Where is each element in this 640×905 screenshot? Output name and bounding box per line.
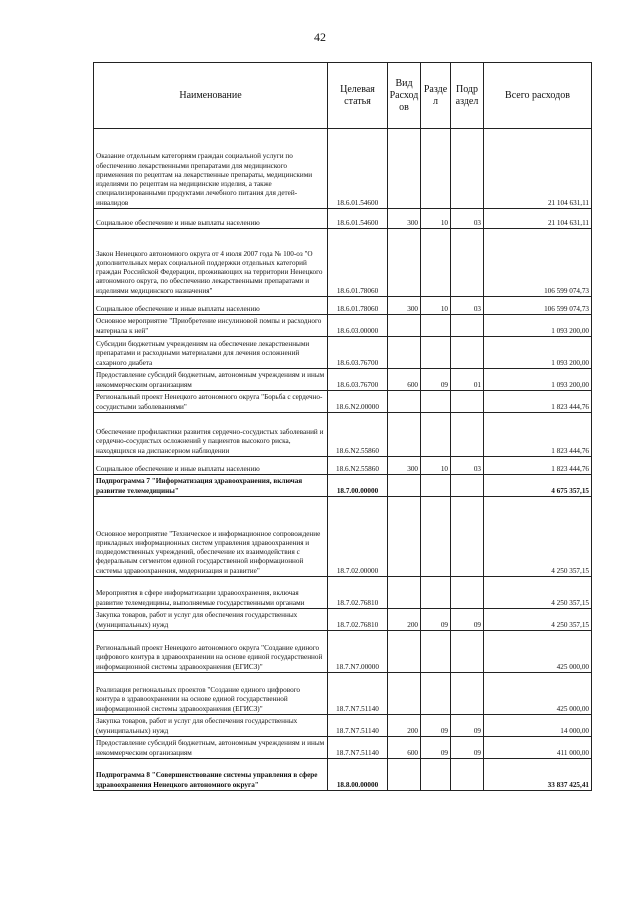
row-article-cell: 18.6.N2.55860 [328,413,388,457]
row-article-cell: 18.7.N7.51140 [328,715,388,737]
row-article-cell: 18.6.01.78060 [328,297,388,315]
row-name-cell: Предоставление субсидий бюджетным, автономным учреждениям и иным некоммерческим организациям [94,369,328,391]
row-expense-type-cell [388,759,421,791]
row-subsection-cell [451,229,484,297]
row-subsection-cell: 03 [451,209,484,229]
row-expense-type-cell: 200 [388,609,421,631]
row-section-cell [421,391,451,413]
table-row [94,129,592,209]
row-subsection-cell [451,631,484,673]
row-section-cell [421,475,451,497]
table-body [94,129,592,791]
row-subsection-cell: 09 [451,715,484,737]
column-header-section: Разде л [421,63,451,129]
row-name-cell: Подпрограмма 8 "Совершенствование системы управления в сфере здравоохранения Ненецкого автономного округа" [94,759,328,791]
row-name-cell: Обеспечение профилактики развития сердечно-сосудистых заболеваний и сердечно-сосудистых осложнений у пациентов высокого риска, находящихся на диспансерном наблюдении [94,413,328,457]
row-article-cell: 18.7.02.76810 [328,577,388,609]
row-name-cell: Мероприятия в сфере информатизации здравоохранения, включая развитие телемедицины, выполняемые государственными органами [94,577,328,609]
row-article-cell: 18.6.N2.00000 [328,391,388,413]
row-subsection-cell: 01 [451,369,484,391]
row-section-cell: 10 [421,297,451,315]
row-section-cell: 09 [421,737,451,759]
row-total-cell: 425 000,00 [484,673,592,715]
column-header-subsection: Подр аздел [451,63,484,129]
row-subsection-cell [451,759,484,791]
row-expense-type-cell [388,315,421,337]
table-row [94,609,592,631]
row-subsection-cell [451,577,484,609]
row-name-cell: Региональный проект Ненецкого автономного округа "Создание единого цифрового контура в здравоохранении на основе единой государственной информационной системы здравоохранения (ЕГИСЗ)" [94,631,328,673]
row-article-cell: 18.7.N7.00000 [328,631,388,673]
table-row [94,297,592,315]
row-expense-type-cell: 300 [388,457,421,475]
row-total-cell: 1 823 444,76 [484,413,592,457]
row-section-cell [421,673,451,715]
row-total-cell: 1 093 200,00 [484,337,592,369]
row-name-cell: Реализация региональных проектов "Создание единого цифрового контура в здравоохранении на основе единой государственной информационной системы здравоохранения (ЕГИСЗ)" [94,673,328,715]
row-expense-type-cell [388,631,421,673]
row-name-cell: Закупка товаров, работ и услуг для обеспечения государственных (муниципальных) нужд [94,609,328,631]
table-row [94,759,592,791]
row-article-cell: 18.6.03.76700 [328,369,388,391]
row-article-cell: 18.7.02.76810 [328,609,388,631]
row-subsection-cell: 09 [451,609,484,631]
row-article-cell: 18.6.01.54600 [328,129,388,209]
row-subsection-cell: 09 [451,737,484,759]
row-name-cell: Основное мероприятие "Приобретение инсулиновой помпы и расходного материала к ней" [94,315,328,337]
row-section-cell: 10 [421,209,451,229]
row-name-cell: Предоставление субсидий бюджетным, автономным учреждениям и иным некоммерческим организациям [94,737,328,759]
row-expense-type-cell [388,577,421,609]
row-article-cell: 18.6.03.76700 [328,337,388,369]
row-total-cell: 1 823 444,76 [484,457,592,475]
row-total-cell: 411 000,00 [484,737,592,759]
row-name-cell: Закон Ненецкого автономного округа от 4 июля 2007 года № 100-оз "О дополнительных мерах социальной поддержки отдельных категорий граждан Российской Федерации, проживающих на территории Ненецкого автономного округа, по обеспечению лекарственными препаратами и изделиями медицинского назначения" [94,229,328,297]
row-subsection-cell: 03 [451,457,484,475]
row-section-cell [421,315,451,337]
row-subsection-cell [451,315,484,337]
row-total-cell: 21 104 631,11 [484,129,592,209]
row-total-cell: 106 599 074,73 [484,229,592,297]
row-total-cell: 4 250 357,15 [484,577,592,609]
table-row [94,229,592,297]
row-expense-type-cell: 300 [388,297,421,315]
column-header-total: Всего расходов [484,63,592,129]
row-name-cell: Подпрограмма 7 "Информатизация здравоохранения, включая развитие телемедицины" [94,475,328,497]
row-section-cell [421,129,451,209]
page-number: 42 [314,30,326,44]
row-name-cell: Социальное обеспечение и иные выплаты населению [94,297,328,315]
row-article-cell: 18.6.03.00000 [328,315,388,337]
row-article-cell: 18.6.01.78060 [328,229,388,297]
table-row [94,413,592,457]
row-total-cell: 106 599 074,73 [484,297,592,315]
table-row [94,391,592,413]
table-header-row [94,63,592,129]
row-total-cell: 21 104 631,11 [484,209,592,229]
row-section-cell [421,759,451,791]
row-section-cell [421,577,451,609]
row-article-cell: 18.8.00.00000 [328,759,388,791]
row-name-cell: Закупка товаров, работ и услуг для обеспечения государственных (муниципальных) нужд [94,715,328,737]
table-row [94,457,592,475]
row-subsection-cell [451,475,484,497]
column-header-expense-type: Вид Расход ов [388,63,421,129]
row-expense-type-cell: 600 [388,369,421,391]
table-row [94,475,592,497]
row-expense-type-cell: 200 [388,715,421,737]
table-row [94,577,592,609]
row-subsection-cell [451,497,484,577]
row-name-cell: Социальное обеспечение и иные выплаты населению [94,209,328,229]
row-section-cell: 10 [421,457,451,475]
row-expense-type-cell [388,497,421,577]
row-total-cell: 14 000,00 [484,715,592,737]
table-row [94,673,592,715]
row-name-cell: Основное мероприятие "Техническое и информационное сопровождение прикладных информационных систем управления здравоохранения и подведомственных учреждений, обеспечение их взаимодействия с федеральным сегментом единой государственной информационной системы здравоохранения, модернизация и развитие" [94,497,328,577]
row-total-cell: 425 000,00 [484,631,592,673]
table-row [94,315,592,337]
row-expense-type-cell [388,337,421,369]
row-name-cell: Оказание отдельным категориям граждан социальной услуги по обеспечению лекарственными препаратами для медицинского применения по рецептам на лекарственные препараты, медицинскими изделиями по рецептам на медицинские изделия, а также специализированными продуктами лечебного питания для детей-инвалидов [94,129,328,209]
row-total-cell: 33 837 425,41 [484,759,592,791]
row-section-cell [421,631,451,673]
row-subsection-cell [451,129,484,209]
row-expense-type-cell [388,475,421,497]
row-total-cell: 1 823 444,76 [484,391,592,413]
table-row [94,497,592,577]
row-expense-type-cell [388,391,421,413]
row-name-cell: Субсидии бюджетным учреждениям на обеспечение лекарственными препаратами и расходными материалами для лечения осложнений сахарного диабета [94,337,328,369]
row-section-cell [421,497,451,577]
row-total-cell: 4 250 357,15 [484,497,592,577]
row-expense-type-cell [388,413,421,457]
row-article-cell: 18.7.02.00000 [328,497,388,577]
column-header-article: Целевая статья [328,63,388,129]
row-total-cell: 1 093 200,00 [484,315,592,337]
row-article-cell: 18.7.N7.51140 [328,673,388,715]
row-article-cell: 18.6.01.54600 [328,209,388,229]
row-section-cell: 09 [421,369,451,391]
row-section-cell [421,229,451,297]
row-expense-type-cell: 600 [388,737,421,759]
row-article-cell: 18.7.N7.51140 [328,737,388,759]
table-row [94,209,592,229]
row-expense-type-cell [388,229,421,297]
row-subsection-cell: 03 [451,297,484,315]
row-total-cell: 1 093 200,00 [484,369,592,391]
row-name-cell: Региональный проект Ненецкого автономного округа "Борьба с сердечно-сосудистыми заболеваниями" [94,391,328,413]
table-row [94,715,592,737]
row-name-cell: Социальное обеспечение и иные выплаты населению [94,457,328,475]
table-row [94,631,592,673]
row-article-cell: 18.6.N2.55860 [328,457,388,475]
table-row [94,737,592,759]
row-section-cell [421,337,451,369]
row-expense-type-cell [388,129,421,209]
column-header-name: Наименование [94,63,328,129]
row-total-cell: 4 675 357,15 [484,475,592,497]
row-subsection-cell [451,673,484,715]
row-article-cell: 18.7.00.00000 [328,475,388,497]
row-subsection-cell [451,337,484,369]
row-section-cell: 09 [421,609,451,631]
row-total-cell: 4 250 357,15 [484,609,592,631]
row-subsection-cell [451,413,484,457]
row-expense-type-cell [388,673,421,715]
row-section-cell: 09 [421,715,451,737]
table-row [94,369,592,391]
row-section-cell [421,413,451,457]
row-expense-type-cell: 300 [388,209,421,229]
row-subsection-cell [451,391,484,413]
budget-table [93,62,592,791]
table-row [94,337,592,369]
